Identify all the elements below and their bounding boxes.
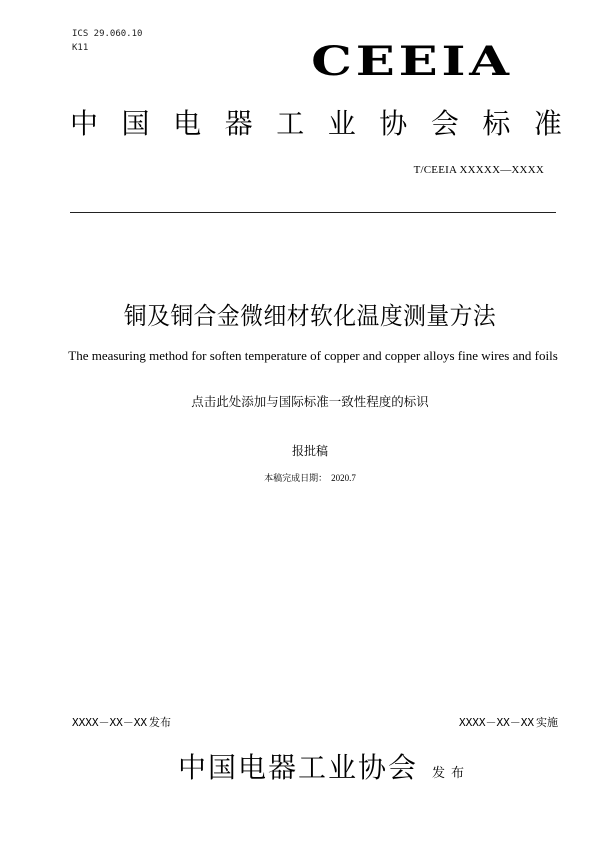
header-divider bbox=[70, 212, 556, 213]
ceeia-logo: CEEIA bbox=[311, 38, 513, 85]
association-title-char: 业 bbox=[327, 107, 356, 140]
draft-date-label: 本稿完成日期： bbox=[264, 474, 328, 484]
draft-date-value: 2020.7 bbox=[331, 473, 356, 483]
document-title-en: The measuring method for soften temperature of copper and copper alloys fine wires and foils bbox=[68, 348, 558, 363]
association-title-char: 会 bbox=[430, 107, 459, 140]
issuer bbox=[178, 750, 470, 786]
issuer-name: 中国电器工业协会 bbox=[178, 751, 419, 784]
implement-date-value: XXXX－XX－XX bbox=[459, 716, 534, 729]
classification-code: K11 bbox=[72, 43, 89, 53]
association-title-char: 工 bbox=[276, 107, 305, 140]
document-title-cn: 铜及铜合金微细材软化温度测量方法 bbox=[123, 302, 497, 330]
association-standard-title bbox=[70, 106, 562, 142]
ics-code: ICS 29.060.10 bbox=[72, 29, 143, 39]
association-title-char: 准 bbox=[533, 107, 562, 140]
association-title-char: 标 bbox=[482, 107, 511, 140]
association-title-char: 中 bbox=[70, 107, 99, 140]
publish-date bbox=[72, 716, 171, 730]
association-title-char: 电 bbox=[173, 107, 202, 140]
publish-date-value: XXXX－XX－XX bbox=[72, 716, 147, 729]
implement-date bbox=[459, 716, 558, 730]
draft-completion-date bbox=[150, 472, 470, 485]
implement-label: 实施 bbox=[536, 716, 558, 729]
issuer-action: 发布 bbox=[432, 766, 471, 781]
standard-number: T/CEEIA XXXXX—XXXX bbox=[413, 164, 544, 176]
association-title-char: 协 bbox=[379, 107, 408, 140]
association-title-char: 国 bbox=[121, 107, 150, 140]
draft-stage: 报批稿 bbox=[291, 444, 328, 458]
publish-label: 发布 bbox=[148, 716, 171, 729]
association-title-char: 器 bbox=[224, 107, 253, 140]
conformance-hint[interactable]: 点击此处添加与国际标准一致性程度的标识 bbox=[191, 394, 429, 409]
